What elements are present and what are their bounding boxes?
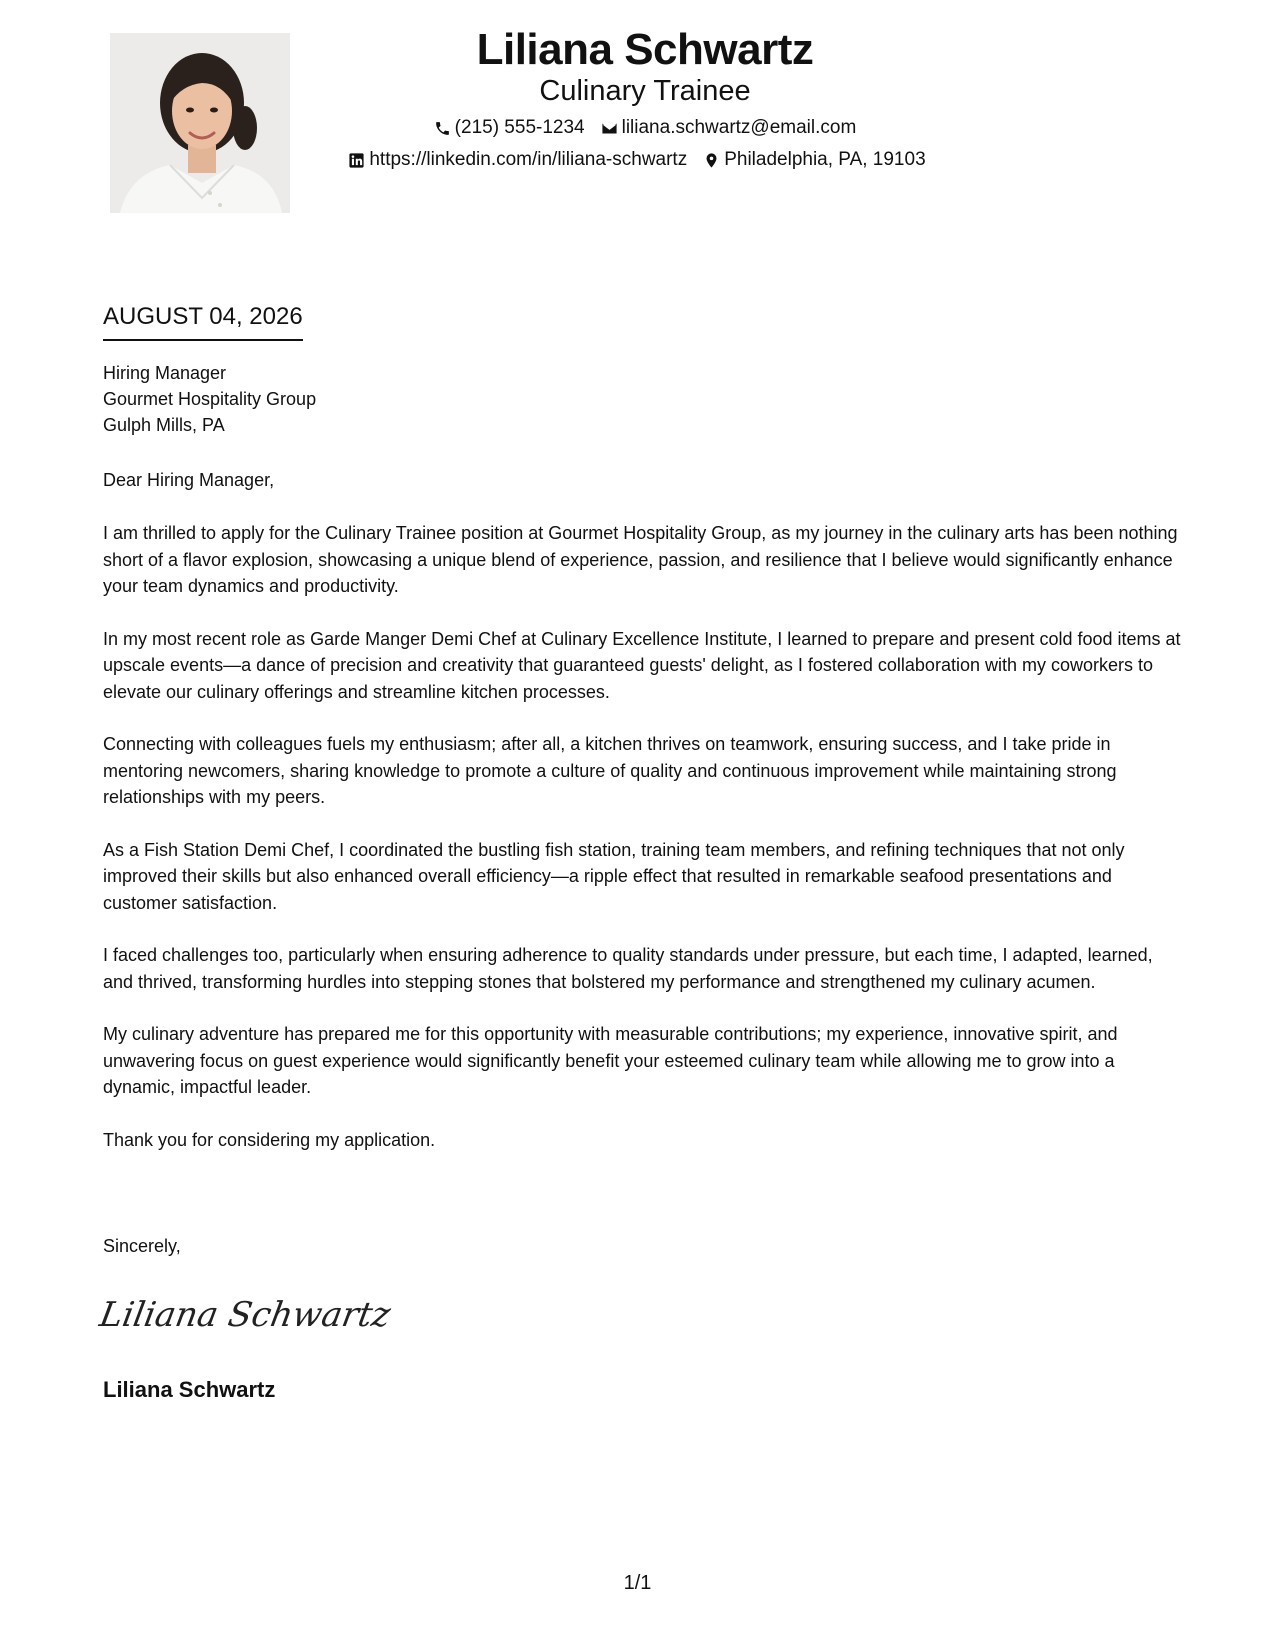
body-paragraph: In my most recent role as Garde Manger Demi Chef at Culinary Excellence Institute, I learned to prepare and present cold food items at upscale events—a dance of precision and creativity that guaranteed guests' delight, as I fostered collaboration with my coworkers to elevate our culinary offerings and streamline kitchen processes. [103, 628, 1181, 702]
handwritten-signature [96, 1288, 394, 1343]
linkedin-text: https://linkedin.com/in/liliana-schwartz [369, 149, 688, 170]
recipient-block [103, 360, 316, 438]
body-paragraph: Thank you for considering my application. [103, 1129, 436, 1150]
contact-location [703, 148, 925, 172]
map-pin-icon [703, 152, 720, 169]
signed-name: Liliana Schwartz [103, 1377, 276, 1402]
location-text: Philadelphia, PA, 19103 [724, 149, 926, 170]
email-text: liliana.schwartz@email.com [621, 117, 857, 138]
letter-date: AUGUST 04, 2026 [103, 302, 303, 341]
body-paragraph: My culinary adventure has prepared me for this opportunity with measurable contributions; my experience, innovative spirit, and unwavering focus on guest experience would significantly benefit your esteemed culinary team while allowing me to grow into a dynamic, impactful leader. [103, 1024, 1118, 1097]
envelope-icon [601, 120, 618, 137]
contact-linkedin[interactable] [348, 148, 687, 172]
contact-row-2 [292, 148, 982, 172]
contact-email[interactable] [601, 116, 857, 140]
profile-photo [110, 33, 290, 213]
recipient-line: Gourmet Hospitality Group [103, 389, 317, 409]
applicant-title: Culinary Trainee [539, 75, 751, 107]
body-paragraph: As a Fish Station Demi Chef, I coordinated the bustling fish station, training team members, and refining techniques that not only improved their skills but also enhanced overall efficiency—a ripple effect that resulted in remarkable seafood presentations and customer satisfaction. [103, 839, 1125, 913]
letter-header [300, 22, 990, 172]
linkedin-icon [348, 152, 365, 169]
body-paragraph: I am thrilled to apply for the Culinary Trainee position at Gourmet Hospitality Group, as my journey in the culinary arts has been nothing short of a flavor explosion, showcasing a unique blend of experience, passion, and resilience that I believe would significantly enhance your team dynamics and productivity. [103, 523, 1178, 596]
phone-text: (215) 555-1234 [454, 117, 585, 138]
applicant-name: Liliana Schwartz [476, 25, 814, 74]
body-paragraph: Connecting with colleagues fuels my enthusiasm; after all, a kitchen thrives on teamwork, ensuring success, and I take pride in mentoring newcomers, sharing knowledge to promote a culture of quality and continuous improvement while maintaining strong relationships with my peers. [103, 734, 1117, 807]
contact-row-1 [300, 116, 990, 140]
letter-body [103, 520, 1183, 1179]
contact-phone [434, 116, 585, 140]
signature-glyphs: Liliana Schwartz [96, 1295, 394, 1335]
page-number: 1/1 [623, 1572, 652, 1594]
recipient-line: Gulph Mills, PA [103, 415, 225, 435]
closing: Sincerely, [103, 1236, 181, 1256]
body-paragraph: I faced challenges too, particularly when ensuring adherence to quality standards under pressure, but each time, I adapted, learned, and thrived, transforming hurdles into stepping stones that bolstered my performance and strengthened my culinary acumen. [103, 945, 1153, 992]
phone-icon [434, 120, 451, 137]
recipient-line: Hiring Manager [103, 363, 227, 383]
greeting: Dear Hiring Manager, [103, 470, 275, 490]
